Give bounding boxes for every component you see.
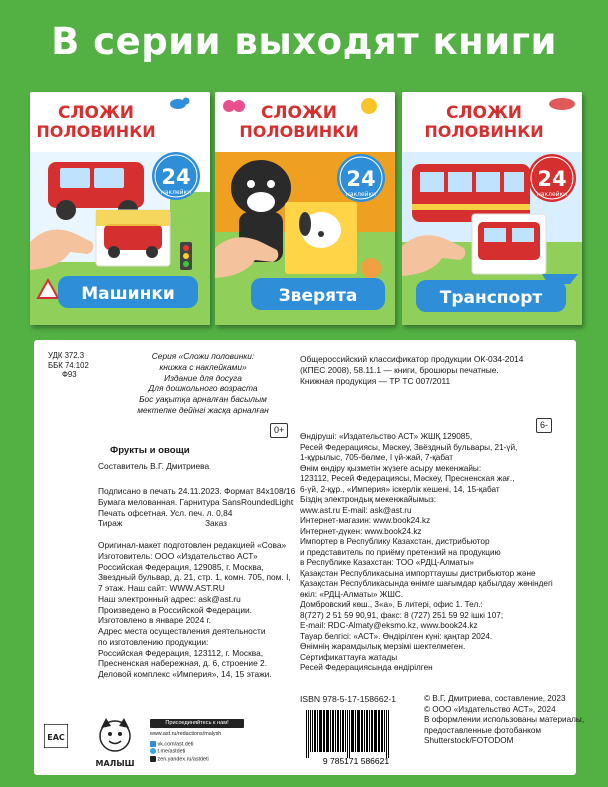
airship-icon (549, 98, 575, 110)
book-cover-transport (402, 92, 582, 325)
sun-icon (361, 98, 377, 114)
brand-line1: СЛОЖИ (260, 103, 338, 123)
barcode-bar (340, 710, 341, 752)
red-tram-illustration (412, 164, 530, 222)
book-cover-art (402, 92, 582, 325)
traffic-light-icon (180, 242, 192, 270)
barcode-bar (366, 710, 368, 752)
svg-text:24: 24 (161, 165, 191, 189)
barcode-bar (306, 710, 307, 758)
isbn: ISBN 978-5-17-158662-1 (300, 694, 397, 704)
barcode-image (300, 708, 412, 766)
kz-info: Өндіруші: «Издательство АСТ» ЖШҚ 129085, Ресей Федерациясы, Мәскеу, Звёздный бульвары, 21-үй, 1-құрылыс, 705-бөлме, I үй-жай, 7-қабат Өнім өндіру қызметін жүзеге асыру мекенжайы: 123112, Ресей Федерациясы, Мәскеу, Пресненская жағ., 6-үй, 2-құр., «Империя» іскерлік кешені, 14, 15-қабат Біздің электрондық мекенжайымыз: www.ast.ru E-mail: ask@ast.ru Интернет-магазин: www.book24.kz Интернет-дүкен: www.book24.kz Импортер в Республику Казахстан, дистрибьютор и представитель по приёму претензий на продукцию в Республике Казахстан: ТОО «РДЦ-Алматы» Қазақстан Республикасына импорттаушы дистрибьютор және Қазақстан Республикасында өнімге шағымдар қабылдау жөніндегі өкіл: «РДЦ-Алматы» ЖШС. Домбровский көш., 3«а», Б литері, офис 1. Тел.: 8(727) 2 51 59 90,91, факс: 8 (727) 251 59 92 ішкі 107; E-mail: RDC-Almaty@eksmo.kz, www.book24.kz Тауар белгісі: «АСТ». Өндірілген күні: қаңтар 2024. Өнімнің жарамдылық мерзімі шектелмеген. Сертификаттауға жатады Ресей Федерациясында өндірілген (300, 432, 553, 672)
brand-line1: СЛОЖИ (57, 103, 135, 123)
barcode-bar (323, 710, 325, 752)
vk-icon (150, 741, 156, 747)
barcode-bar (347, 710, 348, 758)
barcode-bar (308, 710, 309, 758)
publisher-info: Оригинал-макет подготовлен редакцией «Сова» Изготовитель: ООО «Издательство АСТ» Российская Федерация, 129085, г. Москва, Звездный бульвар, д. 21, стр. 1, комн. 705, пом. I, 7 этаж. Наш сайт: WWW.AST.RU Наш электронный адрес: ask@ast.ru Произведено в Российской Федерации. Изготовлено в январе 2024 г. Адрес места осуществления деятельности по изготовлению продукции: Российская Федерация, 123112, г. Москва, Пресненская набережная, д. 6, строение 2. Деловой комплекс «Империя», 14, 15 этажи. (98, 540, 291, 679)
telegram-icon (150, 748, 156, 754)
sticker-count-badge (337, 154, 385, 202)
barcode-bar (361, 710, 363, 752)
imprint-book-title: Фрукты и овощи (110, 445, 190, 456)
zakaz-label: Заказ (205, 518, 227, 529)
age-rating-badge-alt: 6- (536, 418, 552, 433)
barcode-bar (330, 710, 331, 752)
barcode-bar (337, 710, 339, 752)
barcode-bar (364, 710, 365, 752)
barcode-bar (384, 710, 385, 752)
malysh-logo (84, 716, 146, 770)
book-cover-mashinki (30, 92, 210, 325)
barcode-bar (342, 710, 344, 752)
barcode-bar (355, 710, 356, 752)
sticker-count-badge (528, 154, 576, 202)
svg-text:24: 24 (537, 167, 567, 191)
svg-text:24: 24 (346, 167, 376, 191)
author-line: Составитель В.Г. Дмитриева (98, 461, 210, 471)
barcode-bar (371, 710, 373, 752)
book-cover-zveryata (215, 92, 395, 325)
brand-line2: ПОЛОВИНКИ (36, 122, 156, 141)
book-cover-art (30, 92, 210, 325)
eac-mark-icon (44, 724, 68, 748)
copyright-block: © В.Г. Дмитриева, составление, 2023 © ООО «Издательство АСТ», 2024 В оформлении использованы материалы, предоставленные фотобанком Shutterstock/FOTODOM (424, 694, 585, 745)
book-title: Транспорт (439, 288, 543, 308)
barcode-bar (388, 710, 389, 758)
barcode-bar (351, 710, 354, 752)
series-info: Серия «Сложи половинки: книжка с наклейками» Издание для досуга Для дошкольного возраста Бос уақытқа арналған басылым мектепке дейінгі жасқа арналған (137, 351, 269, 415)
svg-text:МАЛЫШ: МАЛЫШ (95, 759, 135, 768)
barcode-bar (345, 710, 346, 752)
brand-line1: СЛОЖИ (445, 103, 523, 123)
page-headline: В серии выходят книги (51, 20, 557, 63)
vk-link[interactable]: vk.com/ast.deti (150, 741, 244, 748)
barcode-bar (381, 710, 383, 752)
barcode-bar (314, 710, 316, 752)
barcode-bar (369, 710, 370, 752)
barcode-bar (319, 710, 322, 752)
svg-text:наклейки: наклейки (345, 191, 377, 198)
barcode-bar (378, 710, 380, 752)
udk-block: УДК 372.3 ББК 74.102 Ф93 (48, 351, 89, 380)
barcode-bar (335, 710, 336, 752)
barcode-bar (332, 710, 334, 752)
barcode-bar (312, 710, 313, 752)
barcode-bar (326, 710, 329, 752)
barcode-bar (357, 710, 360, 752)
telegram-link[interactable]: t.me/astdeti (150, 748, 244, 755)
classifier-info: Общероссийский классификатор продукции ОК-034-2014 (КПЕС 2008), 58.11.1 — книги, брошюры печатные. Книжная продукция — ТР ТС 007/2011 (300, 354, 524, 386)
barcode-bar (374, 710, 377, 752)
zen-icon (150, 756, 156, 762)
book-title: Машинки (81, 284, 175, 304)
puzzle-card-tram (472, 214, 546, 274)
puzzle-card-puppy (285, 202, 357, 274)
imprint-panel (34, 340, 585, 775)
book-title: Зверята (278, 286, 358, 306)
sticker-count-badge (152, 152, 200, 200)
barcode-bar (349, 710, 350, 758)
join-us-label: Присоединяйтесь к нам! (150, 719, 244, 728)
zen-link[interactable]: zen.yandex.ru/astdeti (150, 756, 244, 763)
social-site-link[interactable]: www.ast.ru/redactions/malysh (150, 731, 222, 738)
barcode-bar (317, 710, 318, 752)
svg-text:EAC: EAC (47, 733, 65, 742)
brand-line2: ПОЛОВИНКИ (239, 122, 359, 141)
print-details: Подписано в печать 24.11.2023. Формат 84х108/16 Бумага мелованная. Гарнитура SansRoundedLight Печать офсетная. Усл. печ. л. 0,84 Тираж Заказ (98, 486, 296, 529)
age-rating-badge: 0+ (270, 423, 288, 438)
brand-line2: ПОЛОВИНКИ (424, 122, 544, 141)
book-title-block (110, 445, 190, 457)
barcode-bar (310, 710, 311, 752)
puzzle-card-car (96, 210, 170, 266)
book-cover-art (215, 92, 395, 325)
tirazh-label: Тираж (98, 518, 123, 529)
social-block (150, 719, 244, 763)
svg-text:наклейки: наклейки (160, 189, 192, 196)
svg-text:наклейки: наклейки (536, 191, 568, 198)
barcode-bar (386, 710, 387, 758)
barcode-number: 9 785171 586621 (322, 756, 390, 766)
kitten-icon (361, 258, 381, 278)
